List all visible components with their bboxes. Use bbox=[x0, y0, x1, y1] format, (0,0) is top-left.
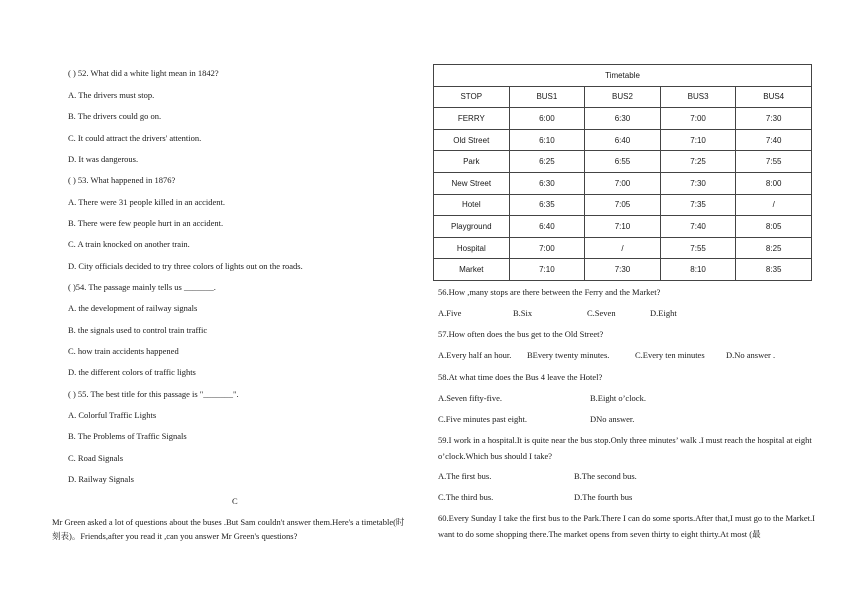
question-58: 58.At what time does the Bus 4 leave the Hotel? bbox=[438, 372, 603, 382]
q57-option-c: C.Every ten minutes bbox=[635, 350, 705, 360]
q55-option-c: C. Road Signals bbox=[68, 453, 124, 463]
q52-option-b: B. The drivers could go on. bbox=[68, 111, 162, 121]
table-cell: 7:35 bbox=[660, 194, 736, 216]
table-cell: FERRY bbox=[434, 108, 510, 130]
q54-option-c: C. how train accidents happened bbox=[68, 346, 179, 356]
header-cell: BUS4 bbox=[736, 86, 812, 108]
table-cell: 6:10 bbox=[509, 129, 585, 151]
table-cell: / bbox=[585, 237, 661, 259]
table-cell: 8:35 bbox=[736, 259, 812, 281]
q55-option-a: A. Colorful Traffic Lights bbox=[68, 410, 157, 420]
table-cell: / bbox=[736, 194, 812, 216]
header-cell: BUS2 bbox=[585, 86, 661, 108]
right-column bbox=[430, 0, 860, 607]
table-cell: 7:30 bbox=[660, 172, 736, 194]
header-cell: BUS3 bbox=[660, 86, 736, 108]
q56-option-a: A.Five bbox=[438, 308, 462, 318]
table-cell: 7:10 bbox=[585, 216, 661, 238]
q56-option-b: B.Six bbox=[513, 308, 533, 318]
q57-option-b: BEvery twenty minutes. bbox=[527, 350, 610, 360]
q53-option-c: C. A train knocked on another train. bbox=[68, 239, 190, 249]
section-c-intro: Mr Green asked a lot of questions about the buses .But Sam couldn't answer them.Here's a timetable(时刻表)。Friends,after you read it ,can you answer Mr Green's questions? bbox=[52, 517, 405, 541]
question-55: ( ) 55. The best title for this passage is "_______". bbox=[68, 389, 239, 399]
table-cell: 6:00 bbox=[509, 108, 585, 130]
question-54: ( )54. The passage mainly tells us _______. bbox=[68, 282, 216, 292]
table-cell: Old Street bbox=[434, 129, 510, 151]
q57-option-a: A.Every half an hour. bbox=[438, 350, 512, 360]
q54-option-a: A. the development of railway signals bbox=[68, 303, 198, 313]
question-53: ( ) 53. What happened in 1876? bbox=[68, 175, 176, 185]
q58-option-a: A.Seven fifty-five. bbox=[438, 393, 502, 403]
table-cell: 7:55 bbox=[736, 151, 812, 173]
table-cell: 8:00 bbox=[736, 172, 812, 194]
table-cell: 6:30 bbox=[585, 108, 661, 130]
table-cell: 6:35 bbox=[509, 194, 585, 216]
header-cell: STOP bbox=[434, 86, 510, 108]
table-cell: 6:40 bbox=[585, 129, 661, 151]
table-cell: 7:00 bbox=[509, 237, 585, 259]
table-cell: 6:55 bbox=[585, 151, 661, 173]
q53-option-a: A. There were 31 people killed in an accident. bbox=[68, 197, 226, 207]
table-cell: Market bbox=[434, 259, 510, 281]
table-cell: 6:25 bbox=[509, 151, 585, 173]
table-cell: 7:55 bbox=[660, 237, 736, 259]
table-cell: 7:30 bbox=[736, 108, 812, 130]
table-cell: 7:00 bbox=[585, 172, 661, 194]
question-56: 56.How ,many stops are there between the Ferry and the Market? bbox=[438, 287, 661, 297]
q52-option-d: D. It was dangerous. bbox=[68, 154, 139, 164]
table-cell: Park bbox=[434, 151, 510, 173]
section-c-heading: C bbox=[232, 496, 238, 506]
table-cell: Hotel bbox=[434, 194, 510, 216]
q53-option-b: B. There were few people hurt in an accident. bbox=[68, 218, 224, 228]
table-cell: 8:10 bbox=[660, 259, 736, 281]
table-cell: 7:10 bbox=[660, 129, 736, 151]
q59-option-a: A.The first bus. bbox=[438, 471, 492, 481]
timetable-title: Timetable bbox=[434, 65, 812, 87]
table-cell: 6:30 bbox=[509, 172, 585, 194]
table-cell: 7:00 bbox=[660, 108, 736, 130]
q58-option-b: B.Eight o’clock. bbox=[590, 393, 646, 403]
table-cell: 7:40 bbox=[660, 216, 736, 238]
q58-option-c: C.Five minutes past eight. bbox=[438, 414, 528, 424]
table-cell: 7:10 bbox=[509, 259, 585, 281]
table-cell: 6:40 bbox=[509, 216, 585, 238]
table-cell: 8:25 bbox=[736, 237, 812, 259]
q56-option-d: D.Eight bbox=[650, 308, 677, 318]
table-cell: 7:05 bbox=[585, 194, 661, 216]
table-cell: Hospital bbox=[434, 237, 510, 259]
table-cell: 7:40 bbox=[736, 129, 812, 151]
header-cell: BUS1 bbox=[509, 86, 585, 108]
question-52: ( ) 52. What did a white light mean in 1842? bbox=[68, 68, 219, 78]
table-cell: New Street bbox=[434, 172, 510, 194]
table-cell: 7:30 bbox=[585, 259, 661, 281]
q59-option-d: D.The fourth bus bbox=[574, 492, 633, 502]
q56-option-c: C.Seven bbox=[587, 308, 616, 318]
q59-option-b: B.The second bus. bbox=[574, 471, 637, 481]
q57-option-d: D.No answer . bbox=[726, 350, 776, 360]
question-59: 59.I work in a hospital.It is quite near the bus stop.Only three minutes’ walk .I must reach the hospital at eight o’clock.Which bus should I take? bbox=[438, 435, 812, 461]
table-cell: 7:25 bbox=[660, 151, 736, 173]
q59-option-c: C.The third bus. bbox=[438, 492, 494, 502]
table-cell: 8:05 bbox=[736, 216, 812, 238]
q53-option-d: D. City officials decided to try three colors of lights out on the roads. bbox=[68, 261, 303, 271]
table-cell: Playground bbox=[434, 216, 510, 238]
question-57: 57.How often does the bus get to the Old Street? bbox=[438, 329, 604, 339]
q54-option-b: B. the signals used to control train traffic bbox=[68, 325, 208, 335]
q55-option-b: B. The Problems of Traffic Signals bbox=[68, 431, 187, 441]
q54-option-d: D. the different colors of traffic lights bbox=[68, 367, 196, 377]
q52-option-c: C. It could attract the drivers' attention. bbox=[68, 133, 202, 143]
q55-option-d: D. Railway Signals bbox=[68, 474, 134, 484]
q58-option-d: DNo answer. bbox=[590, 414, 635, 424]
q52-option-a: A. The drivers must stop. bbox=[68, 90, 155, 100]
question-60: 60.Every Sunday I take the first bus to the Park.There I can do some sports.After that,I must go to the Market.I want to do some shopping there.The market opens from seven thirty to eight thirty.At most (最 bbox=[438, 513, 815, 539]
